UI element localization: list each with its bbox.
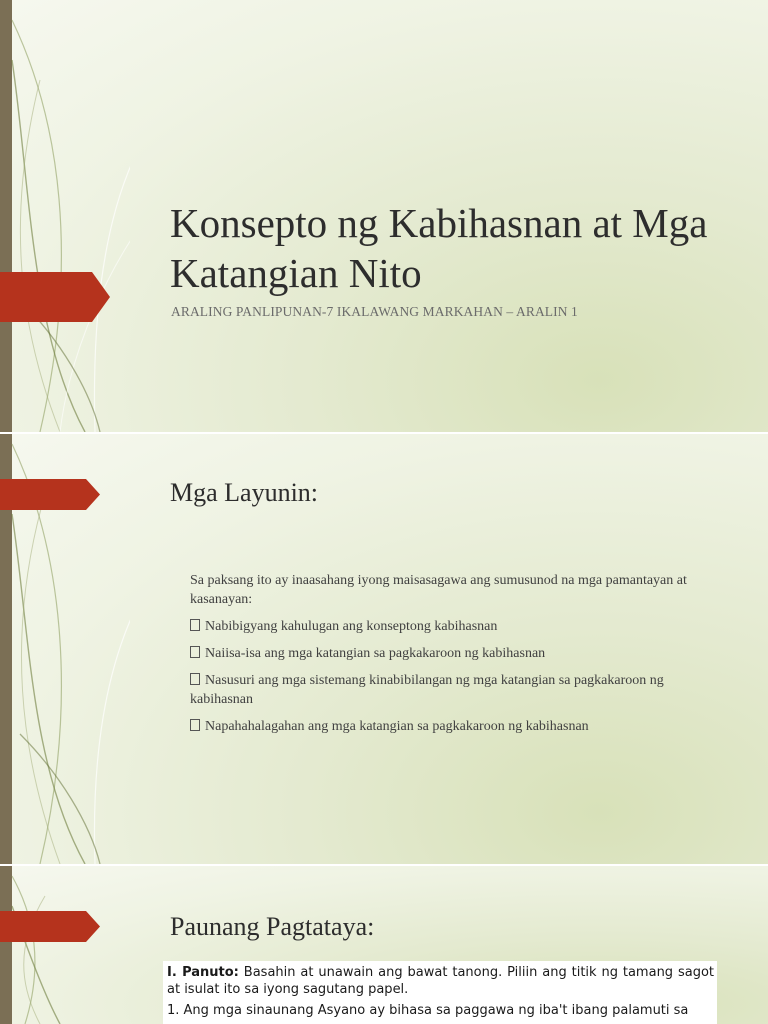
slide-subtitle: ARALING PANLIPUNAN-7 IKALAWANG MARKAHAN – ARALIN 1 [171, 304, 578, 319]
instruction-text: Basahin at unawain ang bawat tanong. Piliin ang titik ng tamang sagot at isulat ito sa iyong sagutang papel. [167, 965, 714, 997]
missing-glyph-box-icon [190, 646, 200, 658]
embedded-document-image [163, 961, 717, 1024]
list-item-text: Nabibigyang kahulugan ang konseptong kabihasnan [205, 619, 498, 634]
pretest-title: Paunang Pagtataya: [170, 912, 375, 941]
list-item [170, 671, 730, 709]
title-slide [0, 0, 768, 432]
list-item-text: Napahahalagahan ang mga katangian sa pagkakaroon ng kabihasnan [205, 719, 589, 734]
arrow-tag-shape [0, 911, 100, 942]
decorative-curves [0, 0, 130, 432]
list-item [170, 717, 730, 736]
instruction-label: I. Panuto: [167, 965, 239, 980]
list-item [170, 571, 730, 609]
list-item [170, 617, 730, 636]
arrow-tag-shape [0, 479, 100, 510]
question-text: 1. Ang mga sinaunang Asyano ay bihasa sa paggawa ng iba't ibang palamuti sa [167, 1003, 689, 1018]
instruction-paragraph [167, 964, 714, 998]
list-item-text: Naiisa-isa ang mga katangian sa pagkakaroon ng kabihasnan [205, 646, 546, 661]
missing-glyph-box-icon [190, 673, 200, 685]
list-item [170, 644, 730, 663]
list-item-text: Nasusuri ang mga sistemang kinabibilangan ng mga katangian sa pagkakaroon ng kabihasnan [190, 673, 664, 707]
arrow-tag-shape [0, 272, 110, 322]
missing-glyph-box-icon [190, 719, 200, 731]
decorative-curves [0, 866, 130, 1024]
list-item-text: Sa paksang ito ay inaasahang iyong maisasagawa ang sumusunod na mga pamantayan at kasanayan: [190, 573, 687, 607]
objectives-list [170, 571, 730, 744]
objectives-title: Mga Layunin: [170, 478, 319, 507]
missing-glyph-box-icon [190, 619, 200, 631]
slide-title: Konsepto ng Kabihasnan at Mga Katangian Nito [170, 200, 708, 296]
